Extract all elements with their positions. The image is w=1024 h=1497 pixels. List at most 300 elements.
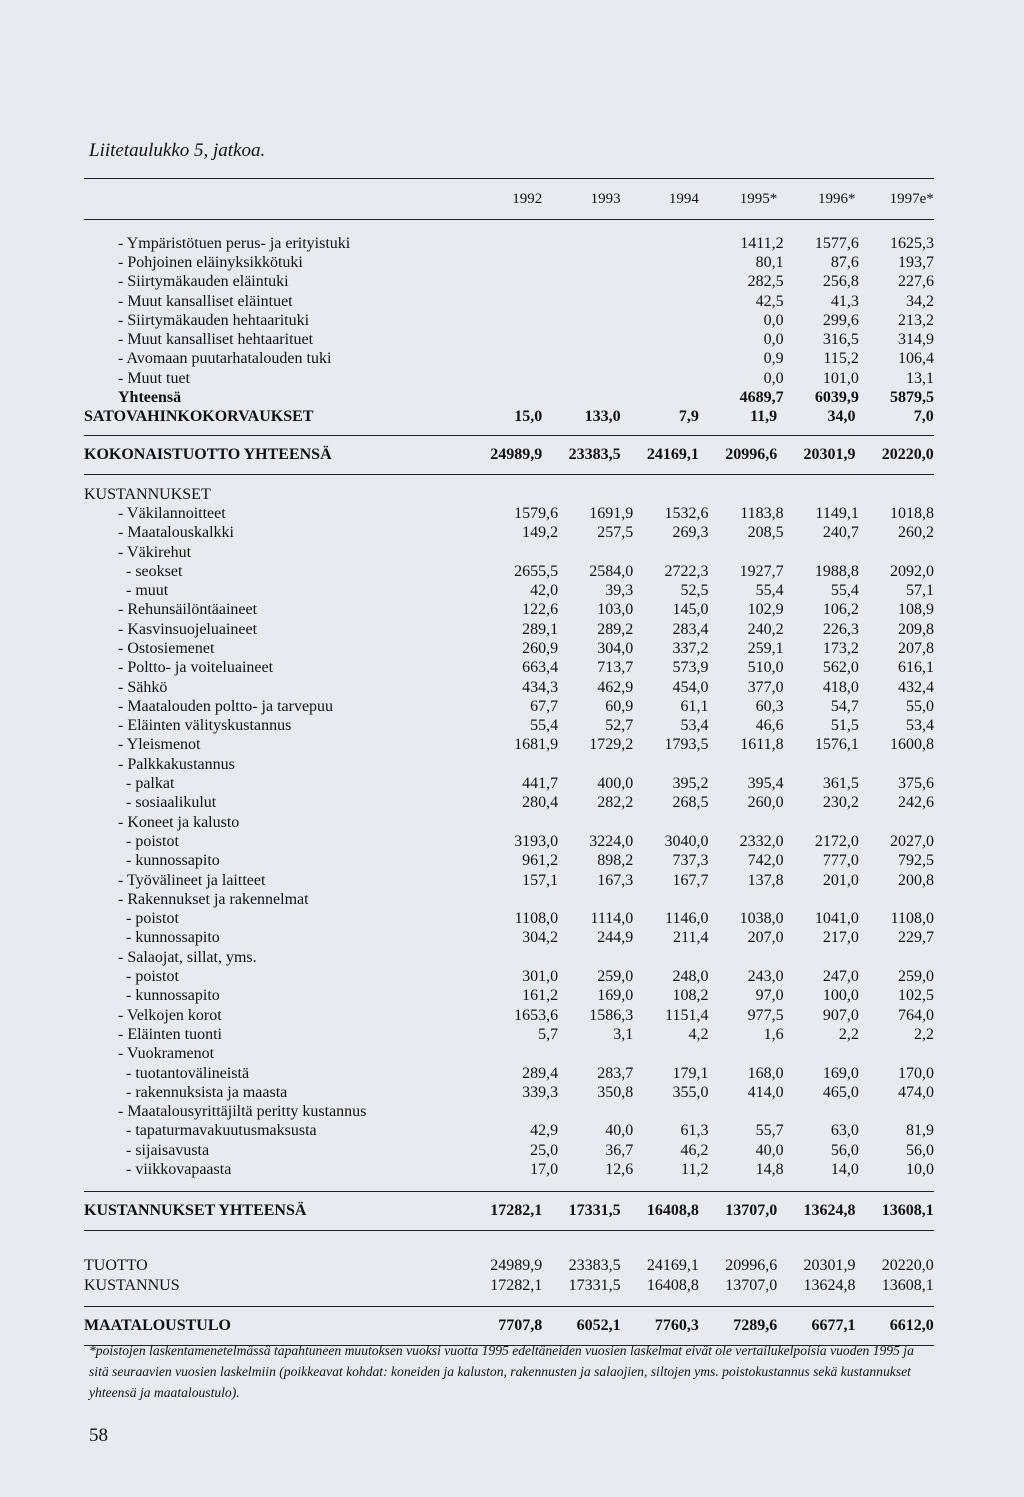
- cell: 6052,1: [576, 1317, 621, 1335]
- cell: 13624,8: [803, 1201, 856, 1219]
- row-label: - Eläinten tuonti: [118, 1025, 222, 1043]
- cell: 616,1: [898, 659, 935, 677]
- cell: 173,2: [822, 639, 859, 657]
- cell: 355,0: [672, 1083, 709, 1101]
- cell: 337,2: [672, 639, 709, 657]
- cell: 201,0: [822, 871, 859, 889]
- cell: 41,3: [830, 292, 859, 310]
- cell: 213,2: [898, 311, 935, 329]
- cell: 7760,3: [654, 1317, 699, 1335]
- cell: 102,9: [747, 601, 784, 619]
- cell: 1611,8: [740, 736, 784, 754]
- cell: 454,0: [672, 678, 709, 696]
- cell: 179,1: [672, 1064, 709, 1082]
- cell: 961,2: [522, 852, 559, 870]
- cell: 3040,0: [664, 832, 709, 850]
- cell: 53,4: [680, 717, 709, 735]
- table-row: [84, 736, 934, 755]
- cell: 462,9: [597, 678, 634, 696]
- cell: 247,0: [822, 968, 859, 986]
- cell: 418,0: [822, 678, 859, 696]
- table-row: [84, 369, 934, 388]
- cell: 243,0: [747, 968, 784, 986]
- row-label: - seokset: [118, 562, 183, 580]
- row-label: - Muut kansalliset hehtaarituet: [118, 331, 314, 349]
- page-number: 58: [89, 1425, 108, 1446]
- cell: 283,7: [597, 1064, 634, 1082]
- cell: 6677,1: [811, 1317, 856, 1335]
- cell: 395,2: [672, 775, 709, 793]
- table-row: [84, 948, 934, 967]
- row-label: SATOVAHINKOKORVAUKSET: [84, 408, 314, 426]
- cell: 207,8: [898, 639, 935, 657]
- cell: 42,5: [755, 292, 784, 310]
- cell: 282,2: [597, 794, 634, 812]
- cell: 1625,3: [890, 234, 935, 252]
- cell: 1988,8: [814, 562, 859, 580]
- cell: 122,6: [522, 601, 559, 619]
- cell: 61,1: [680, 697, 709, 715]
- cell: 1927,7: [739, 562, 784, 580]
- cell: 2092,0: [890, 562, 935, 580]
- cell: 1151,4: [665, 1006, 709, 1024]
- cell: 1,6: [763, 1025, 784, 1043]
- row-label: - sosiaalikulut: [118, 794, 217, 812]
- cell: 217,0: [822, 929, 859, 947]
- cell: 350,8: [597, 1083, 634, 1101]
- table-row: [84, 1083, 934, 1102]
- table-row: [84, 1141, 934, 1160]
- cell: 167,3: [597, 871, 634, 889]
- cell: 1018,8: [890, 504, 935, 522]
- cell: 24989,9: [490, 445, 543, 463]
- cell: 102,5: [898, 987, 935, 1005]
- row-label: - Vuokramenot: [118, 1045, 215, 1063]
- cell: 193,7: [898, 253, 935, 271]
- table-row: [84, 755, 934, 774]
- cell: 280,4: [522, 794, 559, 812]
- kokonaistuotto-row: [84, 435, 934, 475]
- cell: 13624,8: [803, 1276, 856, 1294]
- table-row: [84, 292, 934, 311]
- cell: 200,8: [898, 871, 935, 889]
- row-label: - Velkojen korot: [118, 1006, 222, 1024]
- table-row: [84, 1160, 934, 1179]
- yhteensa-row: [84, 388, 934, 407]
- cell: 907,0: [822, 1006, 859, 1024]
- table-row: [84, 543, 934, 562]
- cell: 6612,0: [889, 1317, 934, 1335]
- cell: 301,0: [522, 968, 559, 986]
- cell: 133,0: [584, 408, 621, 426]
- row-label: - Eläinten välityskustannus: [118, 717, 292, 735]
- cell: 1681,9: [514, 736, 559, 754]
- table-row: [84, 311, 934, 330]
- table-row: [84, 601, 934, 620]
- cell: 259,1: [747, 639, 784, 657]
- cell: 13707,0: [725, 1201, 778, 1219]
- cell: 339,3: [522, 1083, 559, 1101]
- kustannus-row: [84, 1276, 934, 1295]
- row-label: - Väkirehut: [118, 543, 192, 561]
- row-label: - Muut kansalliset eläintuet: [118, 292, 293, 310]
- cell: 170,0: [898, 1064, 935, 1082]
- table-row: [84, 987, 934, 1006]
- cell: 1532,6: [664, 504, 709, 522]
- footnote: *poistojen laskentamenetelmässä tapahtuneen muutoksen vuoksi vuotta 1995 edeltäneiden vuosien laskelmat eivät ole vertailukelpoisia vuoden 1995 ja sitä seuraavien vuosien laskelmiin (poikkeavat kohdat: koneiden ja kaluston, rakennusten ja salaojien, siltojen yms. poistokustannus sekä kustannukset yhteensä ja maataloustulo).: [89, 1343, 914, 1400]
- cell: 226,3: [822, 620, 859, 638]
- cell: 0,0: [763, 331, 784, 349]
- table-row: [84, 910, 934, 929]
- cell: 510,0: [747, 659, 784, 677]
- cell: 0,9: [763, 350, 784, 368]
- cell: 3224,0: [589, 832, 634, 850]
- cell: 16408,8: [646, 1276, 699, 1294]
- cell: 562,0: [822, 659, 859, 677]
- cell: 57,1: [906, 582, 935, 600]
- cell: 40,0: [755, 1141, 784, 1159]
- cell: 16408,8: [646, 1201, 699, 1219]
- cell: 0,0: [763, 311, 784, 329]
- table-row: [84, 1045, 934, 1064]
- row-label: Yhteensä: [118, 389, 182, 407]
- cell: 289,4: [522, 1064, 559, 1082]
- cell: 52,7: [605, 717, 634, 735]
- cell: 1114,0: [590, 910, 634, 928]
- cell: 63,0: [830, 1122, 859, 1140]
- cell: 56,0: [906, 1141, 935, 1159]
- cell: 742,0: [747, 852, 784, 870]
- row-label: - Kasvinsuojeluaineet: [118, 620, 258, 638]
- cell: 23383,5: [568, 445, 621, 463]
- cell: 465,0: [822, 1083, 859, 1101]
- cell: 20996,6: [725, 1257, 778, 1275]
- table-row: [84, 1102, 934, 1121]
- cell: 36,7: [605, 1141, 634, 1159]
- cell: 229,7: [898, 929, 935, 947]
- row-label: - Palkkakustannus: [118, 755, 235, 773]
- row-label: - Rakennukset ja rakennelmat: [118, 890, 309, 908]
- cell: 42,9: [530, 1122, 559, 1140]
- cell: 3,1: [613, 1025, 634, 1043]
- cell: 260,2: [898, 524, 935, 542]
- cell: 54,7: [830, 697, 859, 715]
- cell: 256,8: [822, 273, 859, 291]
- cell: 52,5: [680, 582, 709, 600]
- cell: 6039,9: [814, 389, 859, 407]
- support-block: [84, 234, 934, 388]
- cell: 2027,0: [890, 832, 935, 850]
- cell: 2655,5: [514, 562, 559, 580]
- cell: 25,0: [530, 1141, 559, 1159]
- row-label: KOKONAISTUOTTO YHTEENSÄ: [84, 445, 332, 463]
- cell: 1108,0: [514, 910, 559, 928]
- cell: 260,9: [522, 639, 559, 657]
- cell: 764,0: [898, 1006, 935, 1024]
- cell: 663,4: [522, 659, 559, 677]
- cell: 168,0: [747, 1064, 784, 1082]
- cell: 209,8: [898, 620, 935, 638]
- row-label: - Maatalousyrittäjiltä peritty kustannus: [118, 1103, 367, 1121]
- table-row: [84, 774, 934, 793]
- table-row: [84, 832, 934, 851]
- cell: 20301,9: [803, 1257, 856, 1275]
- cell: 2584,0: [589, 562, 634, 580]
- cell: 240,2: [747, 620, 784, 638]
- table-caption: Liitetaulukko 5, jatkoa.: [89, 140, 266, 161]
- cell: 1149,1: [815, 504, 859, 522]
- cell: 248,0: [672, 968, 709, 986]
- table-row: [84, 717, 934, 736]
- row-label: - Siirtymäkauden hehtaarituki: [118, 311, 310, 329]
- table-row: [84, 929, 934, 948]
- cell: 24169,1: [646, 1257, 699, 1275]
- cell: 1183,8: [740, 504, 784, 522]
- cell: 55,4: [530, 717, 559, 735]
- row-label: - Yleismenot: [118, 736, 201, 754]
- row-label: - poistot: [118, 910, 179, 928]
- row-label: - kunnossapito: [118, 929, 220, 947]
- cell: 400,0: [597, 775, 634, 793]
- cell: 20996,6: [725, 445, 778, 463]
- row-label: - kunnossapito: [118, 852, 220, 870]
- cell: 2172,0: [814, 832, 859, 850]
- row-label: - Sähkö: [118, 678, 168, 696]
- row-label: - kunnossapito: [118, 987, 220, 1005]
- row-label: - Väkilannoitteet: [118, 504, 226, 522]
- row-label: - tapaturmavakuutusmaksusta: [118, 1122, 317, 1140]
- cell: 53,4: [906, 717, 935, 735]
- cell: 24989,9: [490, 1257, 543, 1275]
- cell: 13,1: [906, 369, 935, 387]
- cell: 260,0: [747, 794, 784, 812]
- row-label: - muut: [118, 582, 169, 600]
- table-row: [84, 967, 934, 986]
- cell: 1600,8: [890, 736, 935, 754]
- cell: 792,5: [898, 852, 935, 870]
- cell: 1793,5: [664, 736, 709, 754]
- table-row: [84, 330, 934, 349]
- kustannukset-title-row: [84, 485, 934, 504]
- cell: 10,0: [906, 1161, 935, 1178]
- cell: 46,6: [755, 717, 784, 735]
- cell: 395,4: [747, 775, 784, 793]
- cell: 377,0: [747, 678, 784, 696]
- cell: 299,6: [822, 311, 859, 329]
- cell: 7,0: [913, 408, 934, 426]
- row-label: - rakennuksista ja maasta: [118, 1083, 288, 1101]
- table-row: [84, 350, 934, 369]
- row-label: - Poltto- ja voiteluaineet: [118, 659, 274, 677]
- cell: 441,7: [522, 775, 559, 793]
- table-row: [84, 234, 934, 253]
- row-label: - Maatalouden poltto- ja tarvepuu: [118, 697, 334, 715]
- cell: 2722,3: [664, 562, 709, 580]
- row-label: - Siirtymäkauden eläintuki: [118, 273, 289, 291]
- cell: 67,7: [530, 697, 559, 715]
- cell: 46,2: [680, 1141, 709, 1159]
- costs-block: [84, 504, 934, 1179]
- cell: 3193,0: [514, 832, 559, 850]
- cell: 60,9: [605, 697, 634, 715]
- cell: 137,8: [747, 871, 784, 889]
- cell: 42,0: [530, 582, 559, 600]
- cell: 20220,0: [881, 1257, 934, 1275]
- section-title: KUSTANNUKSET: [84, 485, 211, 503]
- cell: 268,5: [672, 794, 709, 812]
- data-table: [84, 178, 934, 1346]
- cell: 1729,2: [589, 736, 634, 754]
- table-row: [84, 794, 934, 813]
- row-label: - viikkovapaasta: [118, 1161, 232, 1178]
- cell: 4,2: [688, 1025, 709, 1043]
- row-label: - Salaojat, sillat, yms.: [118, 948, 257, 966]
- row-label: - Rehunsäilöntäaineet: [118, 601, 258, 619]
- cell: 1411,2: [740, 234, 784, 252]
- cell: 777,0: [822, 852, 859, 870]
- cell: 244,9: [597, 929, 634, 947]
- cell: 282,5: [747, 273, 784, 291]
- cell: 106,2: [822, 601, 859, 619]
- cell: 55,0: [906, 697, 935, 715]
- cell: 161,2: [522, 987, 559, 1005]
- cell: 14,0: [830, 1161, 859, 1178]
- cell: 14,8: [755, 1161, 784, 1178]
- cell: 316,5: [822, 331, 859, 349]
- cell: 23383,5: [568, 1257, 621, 1275]
- cell: 737,3: [672, 852, 709, 870]
- cell: 2,2: [914, 1025, 935, 1043]
- table-row: [84, 1025, 934, 1044]
- cell: 227,6: [898, 273, 935, 291]
- kustannukset-yhteensa-row: [84, 1191, 934, 1231]
- row-label: - palkat: [118, 775, 175, 793]
- cell: 17282,1: [490, 1201, 543, 1219]
- cell: 1579,6: [514, 504, 559, 522]
- table-row: [84, 1064, 934, 1083]
- row-label: - poistot: [118, 968, 179, 986]
- cell: 259,0: [898, 968, 935, 986]
- cell: 34,2: [906, 292, 935, 310]
- row-label: KUSTANNUS: [84, 1276, 180, 1294]
- satovahinko-row: [84, 408, 934, 427]
- table-row: [84, 659, 934, 678]
- cell: 56,0: [830, 1141, 859, 1159]
- cell: 13608,1: [881, 1276, 934, 1294]
- cell: 13608,1: [881, 1201, 934, 1219]
- row-label: - tuotantovälineistä: [118, 1064, 250, 1082]
- cell: 149,2: [522, 524, 559, 542]
- cell: 106,4: [898, 350, 935, 368]
- cell: 169,0: [597, 987, 634, 1005]
- cell: 1146,0: [665, 910, 709, 928]
- table-row: [84, 620, 934, 639]
- cell: 1108,0: [890, 910, 935, 928]
- table-row: [84, 678, 934, 697]
- year-header: 1996*: [817, 190, 856, 207]
- cell: 414,0: [747, 1083, 784, 1101]
- year-header: 1993: [590, 190, 621, 207]
- table-row: [84, 581, 934, 600]
- cell: 283,4: [672, 620, 709, 638]
- table-row: [84, 890, 934, 909]
- year-header: 1994: [668, 190, 699, 207]
- cell: 167,7: [672, 871, 709, 889]
- cell: 375,6: [898, 775, 935, 793]
- row-label: - Koneet ja kalusto: [118, 813, 240, 831]
- row-label: MAATALOUSTULO: [84, 1317, 231, 1335]
- table-row: [84, 273, 934, 292]
- table-row: [84, 639, 934, 658]
- cell: 713,7: [597, 659, 634, 677]
- cell: 257,5: [597, 524, 634, 542]
- cell: 12,6: [605, 1161, 634, 1178]
- cell: 898,2: [597, 852, 634, 870]
- cell: 17282,1: [490, 1276, 543, 1294]
- cell: 39,3: [605, 582, 634, 600]
- row-label: - Pohjoinen eläinyksikkötuki: [118, 253, 303, 271]
- cell: 34,0: [827, 408, 856, 426]
- cell: 314,9: [898, 331, 935, 349]
- cell: 7707,8: [498, 1317, 543, 1335]
- row-label: - sijaisavusta: [118, 1141, 210, 1159]
- table-row: [84, 813, 934, 832]
- cell: 207,0: [747, 929, 784, 947]
- cell: 2332,0: [739, 832, 784, 850]
- cell: 55,4: [755, 582, 784, 600]
- cell: 230,2: [822, 794, 859, 812]
- cell: 55,7: [755, 1122, 784, 1140]
- cell: 100,0: [822, 987, 859, 1005]
- row-label: - Työvälineet ja laitteet: [118, 871, 266, 889]
- cell: 17331,5: [568, 1276, 621, 1294]
- table-row: [84, 1122, 934, 1141]
- cell: 20301,9: [803, 445, 856, 463]
- cell: 211,4: [673, 929, 709, 947]
- cell: 15,0: [514, 408, 543, 426]
- cell: 1691,9: [589, 504, 634, 522]
- cell: 60,3: [755, 697, 784, 715]
- cell: 108,2: [672, 987, 709, 1005]
- table-row: [84, 562, 934, 581]
- cell: 208,5: [747, 524, 784, 542]
- row-label: - Muut tuet: [118, 369, 190, 387]
- cell: 2,2: [838, 1025, 859, 1043]
- cell: 1576,1: [814, 736, 859, 754]
- row-label: - Avomaan puutarhatalouden tuki: [118, 350, 332, 368]
- cell: 17,0: [530, 1161, 559, 1178]
- cell: 101,0: [822, 369, 859, 387]
- cell: 145,0: [672, 601, 709, 619]
- table-row: [84, 524, 934, 543]
- cell: 1041,0: [814, 910, 859, 928]
- cell: 289,2: [597, 620, 634, 638]
- row-label: TUOTTO: [84, 1257, 148, 1275]
- row-label: KUSTANNUKSET YHTEENSÄ: [84, 1201, 307, 1219]
- cell: 5879,5: [890, 389, 935, 407]
- cell: 97,0: [755, 987, 784, 1005]
- cell: 573,9: [672, 659, 709, 677]
- cell: 361,5: [822, 775, 859, 793]
- cell: 24169,1: [646, 445, 699, 463]
- table-row: [84, 871, 934, 890]
- cell: 108,9: [898, 601, 935, 619]
- row-label: - Ympäristötuen perus- ja erityistuki: [118, 234, 351, 252]
- cell: 81,9: [906, 1122, 935, 1140]
- cell: 304,2: [522, 929, 559, 947]
- cell: 51,5: [830, 717, 859, 735]
- cell: 474,0: [898, 1083, 935, 1101]
